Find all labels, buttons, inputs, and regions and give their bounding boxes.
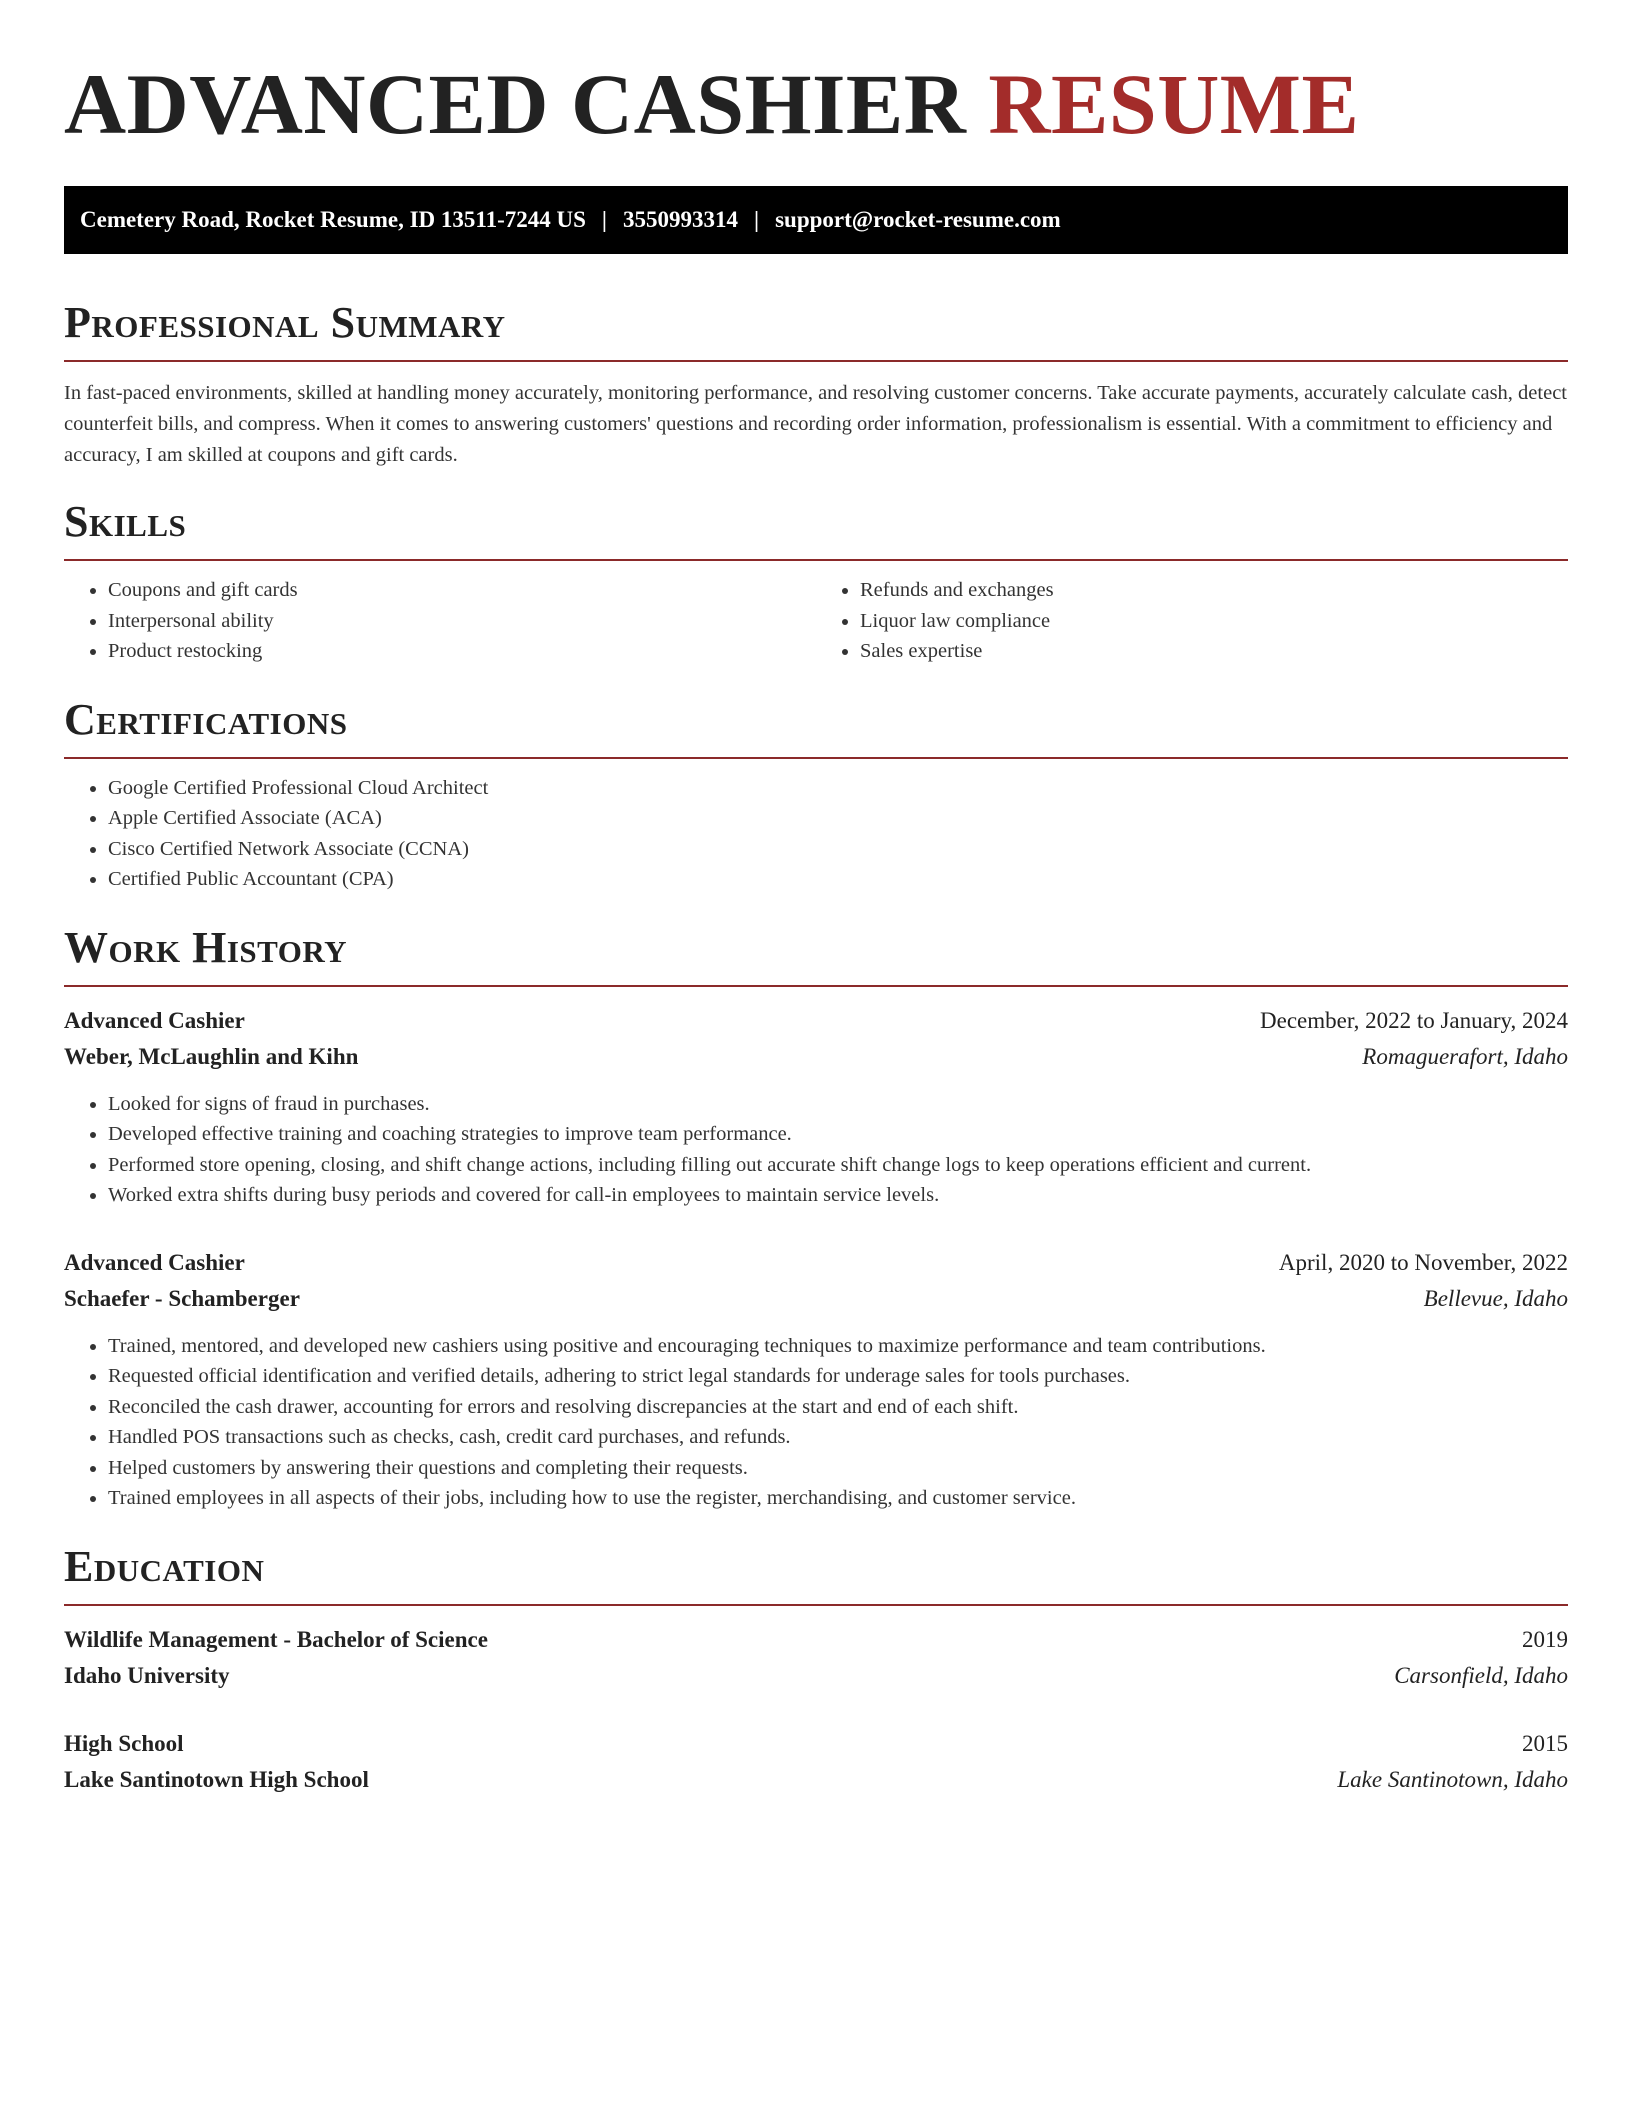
list-item: • Certified Public Accountant (CPA) — [108, 864, 1568, 895]
skills-section — [64, 497, 1568, 667]
summary-section — [64, 298, 1568, 471]
title-main: ADVANCED CASHIER — [64, 56, 967, 152]
section-heading-education: Education — [64, 1541, 265, 1591]
summary-text: In fast-paced environments, skilled at handling money accurately, monitoring performance, and resolving customer concerns. Take accurate payments, accurately calculate cash, detect counterfeit bills, and compress. When it comes to answering customers' questions and recording order information, professionalism is essential. With a commitment to efficiency and accuracy, I am skilled at coupons and gift cards. — [64, 382, 1567, 466]
skills-grid — [64, 575, 1568, 667]
list-item: • Performed store opening, closing, and shift change actions, including filling out accurate shift change logs to keep operations efficient and current. — [108, 1150, 1568, 1181]
skills-list-left — [64, 575, 816, 667]
contact-phone: 3550993314 — [623, 207, 738, 232]
section-heading-certifications: Certifications — [64, 694, 348, 744]
education-location: Carsonfield, Idaho — [1394, 1662, 1568, 1688]
section-divider — [64, 985, 1568, 987]
contact-address: Cemetery Road, Rocket Resume, ID 13511-7244 US — [80, 207, 586, 232]
education-school-row — [64, 1658, 1568, 1694]
education-school: Idaho University — [64, 1662, 230, 1688]
job-entry — [64, 1003, 1568, 1211]
education-location: Lake Santinotown, Idaho — [1337, 1766, 1568, 1792]
list-item: • Worked extra shifts during busy periods and covered for call-in employees to maintain service levels. — [108, 1180, 1568, 1211]
job-dates: December, 2022 to January, 2024 — [1260, 1007, 1568, 1033]
job-header-row — [64, 1003, 1568, 1039]
section-heading-work-history: Work History — [64, 922, 348, 972]
education-degree: Wildlife Management - Bachelor of Science — [64, 1626, 488, 1652]
job-company: Schaefer - Schamberger — [64, 1285, 300, 1311]
list-item: • Sales expertise — [860, 636, 1568, 667]
job-entry — [64, 1245, 1568, 1514]
section-divider — [64, 1604, 1568, 1606]
list-item: • Requested official identification and verified details, adhering to strict legal standards for underage sales for tools purchases. — [108, 1361, 1568, 1392]
education-year: 2015 — [1522, 1730, 1568, 1756]
list-item: • Trained, mentored, and developed new cashiers using positive and encouraging techniques to maximize performance and team contributions. — [108, 1331, 1568, 1362]
work-history-section — [64, 923, 1568, 1514]
education-school: Lake Santinotown High School — [64, 1766, 369, 1792]
education-section — [64, 1542, 1568, 1798]
title-accent: RESUME — [988, 56, 1360, 152]
education-school-row — [64, 1762, 1568, 1798]
job-company: Weber, McLaughlin and Kihn — [64, 1043, 359, 1069]
job-location: Bellevue, Idaho — [1423, 1285, 1568, 1311]
education-degree: High School — [64, 1730, 184, 1756]
contact-separator: | — [754, 207, 760, 232]
list-item: • Trained employees in all aspects of their jobs, including how to use the register, merchandising, and customer service. — [108, 1483, 1568, 1514]
list-item: • Liquor law compliance — [860, 606, 1568, 637]
job-bullets — [64, 1089, 1568, 1211]
job-bullets — [64, 1331, 1568, 1514]
list-item: • Interpersonal ability — [108, 606, 816, 637]
certifications-list — [64, 773, 1568, 895]
job-company-row — [64, 1281, 1568, 1317]
list-item: • Developed effective training and coaching strategies to improve team performance. — [108, 1119, 1568, 1150]
contact-email: support@rocket-resume.com — [775, 207, 1061, 232]
job-title: Advanced Cashier — [64, 1007, 245, 1033]
list-item: • Apple Certified Associate (ACA) — [108, 803, 1568, 834]
section-divider — [64, 559, 1568, 561]
section-heading-summary: Professional Summary — [64, 298, 506, 347]
list-item: • Refunds and exchanges — [860, 575, 1568, 606]
list-item: • Coupons and gift cards — [108, 575, 816, 606]
section-divider — [64, 360, 1568, 362]
list-item: • Looked for signs of fraud in purchases. — [108, 1089, 1568, 1120]
education-degree-row — [64, 1726, 1568, 1762]
list-item: • Reconciled the cash drawer, accounting for errors and resolving discrepancies at the start and end of each shift. — [108, 1392, 1568, 1423]
contact-bar — [64, 186, 1568, 254]
list-item: • Cisco Certified Network Associate (CCNA) — [108, 834, 1568, 865]
education-degree-row — [64, 1622, 1568, 1658]
skills-list-right — [816, 575, 1568, 667]
job-location: Romaguerafort, Idaho — [1362, 1043, 1568, 1069]
list-item: • Product restocking — [108, 636, 816, 667]
certifications-section — [64, 695, 1568, 895]
list-item: • Helped customers by answering their questions and completing their requests. — [108, 1453, 1568, 1484]
contact-separator: | — [601, 207, 607, 232]
list-item: • Handled POS transactions such as checks, cash, credit card purchases, and refunds. — [108, 1422, 1568, 1453]
job-title: Advanced Cashier — [64, 1249, 245, 1275]
education-entry — [64, 1726, 1568, 1798]
list-item: • Google Certified Professional Cloud Architect — [108, 773, 1568, 804]
job-dates: April, 2020 to November, 2022 — [1278, 1249, 1568, 1275]
job-company-row — [64, 1039, 1568, 1075]
section-divider — [64, 757, 1568, 759]
resume-title — [64, 56, 1568, 152]
job-header-row — [64, 1245, 1568, 1281]
education-year: 2019 — [1522, 1626, 1568, 1652]
section-heading-skills: Skills — [64, 497, 187, 546]
education-entry — [64, 1622, 1568, 1694]
